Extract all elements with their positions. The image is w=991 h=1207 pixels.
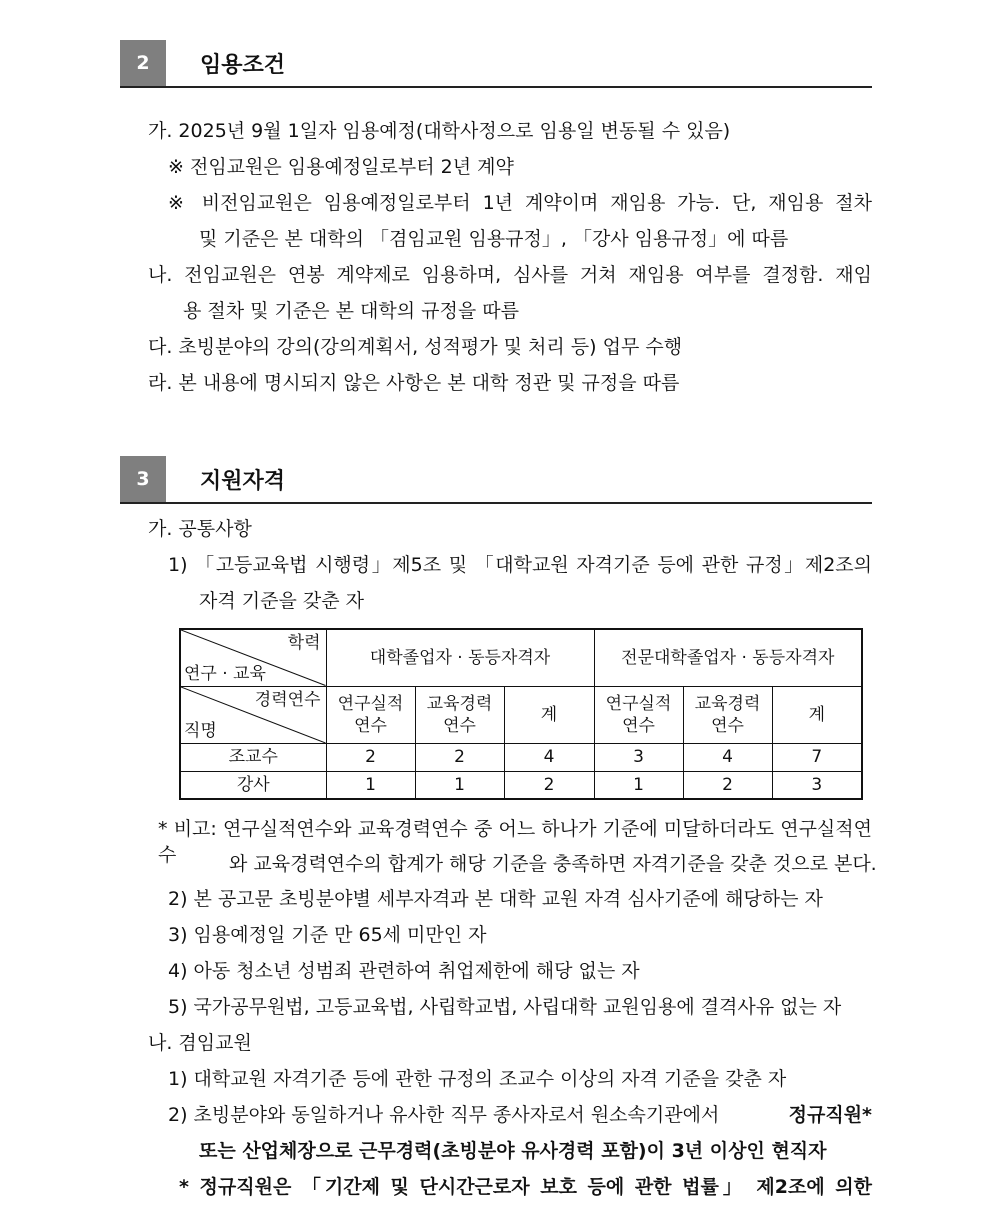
- s2-note-2-line1: ※ 비전임교원은 임용예정일로부터 1년 계약이며 재임용 가능. 단, 재임용 절차: [168, 192, 872, 214]
- s3-item3: 3) 임용예정일 기준 만 65세 미만인 자: [168, 924, 487, 946]
- table-subheader: 계: [504, 686, 594, 743]
- table-cell: 2: [504, 771, 594, 799]
- table-subheader: 계: [772, 686, 862, 743]
- section-header-3: [120, 456, 872, 504]
- s3-na-item2-line1: [168, 1102, 872, 1128]
- table-cell: 7: [772, 743, 862, 771]
- s3-item2: 2) 본 공고문 초빙분야별 세부자격과 본 대학 교원 자격 심사기준에 해당하는 자: [168, 888, 823, 910]
- section-number: 3: [120, 456, 166, 502]
- s2-item-da: 다. 초빙분야의 강의(강의계획서, 성적평가 및 처리 등) 업무 수행: [148, 336, 683, 358]
- table-subheader: 교육경력 연수: [415, 686, 504, 743]
- table-cell: 2: [683, 771, 772, 799]
- s3-item4: 4) 아동 청소년 성범죄 관련하여 취업제한에 해당 없는 자: [168, 960, 640, 982]
- s2-note-2-line2: 및 기준은 본 대학의 「겸임교원 임용규정」, 「강사 임용규정」에 따름: [199, 228, 789, 250]
- table-subheader: 교육경력 연수: [683, 686, 772, 743]
- row-title: 조교수: [180, 743, 326, 771]
- table-subheader: 연구실적 연수: [326, 686, 415, 743]
- s3-na-item2-bold: 정규직원*: [788, 1104, 872, 1126]
- table-group-header: 대학졸업자 · 동등자격자: [326, 629, 594, 686]
- section-header-2: [120, 40, 872, 88]
- s3-na-item2-text: 2) 초빙분야와 동일하거나 유사한 직무 종사자로서 원소속기관에서: [168, 1104, 720, 1126]
- s2-note-1: ※ 전임교원은 임용예정일로부터 2년 계약: [168, 156, 514, 178]
- table-cell: 1: [326, 771, 415, 799]
- row-title: 강사: [180, 771, 326, 799]
- table-row: [180, 743, 862, 771]
- s3-item1-line1: 1) 「고등교육법 시행령」제5조 및 「대학교원 자격기준 등에 관한 규정」제2조의: [168, 554, 872, 576]
- s2-item-na-line1: 나. 전임교원은 연봉 계약제로 임용하며, 심사를 거쳐 재임용 여부를 결정함. 재임: [148, 264, 872, 286]
- s3-na-item2-line2: 또는 산업체장으로 근무경력(초빙분야 유사경력 포함)이 3년 이상인 현직자: [199, 1140, 827, 1162]
- s3-na-item1: 1) 대학교원 자격기준 등에 관한 규정의 조교수 이상의 자격 기준을 갖춘 자: [168, 1068, 787, 1090]
- table-note-line2: 와 교육경력연수의 합계가 해당 기준을 충족하면 자격기준을 갖춘 것으로 본다.: [229, 853, 877, 875]
- table-group-header: 전문대학졸업자 · 동등자격자: [594, 629, 862, 686]
- s3-item-ga: 가. 공통사항: [148, 518, 252, 540]
- qualification-table: [179, 628, 863, 800]
- s3-item1-line2: 자격 기준을 갖춘 자: [199, 590, 364, 612]
- table-cell: 1: [594, 771, 683, 799]
- corner-label-years: 경력연수: [254, 689, 321, 710]
- table-subheader: 연구실적 연수: [594, 686, 683, 743]
- s2-item-ga: 가. 2025년 9월 1일자 임용예정(대학사정으로 임용일 변동될 수 있음): [148, 120, 731, 142]
- corner-label-education: 학력: [287, 633, 321, 653]
- section-title: 임용조건: [200, 53, 286, 78]
- s3-item5: 5) 국가공무원법, 고등교육법, 사립학교법, 사립대학 교원임용에 결격사유 없는 자: [168, 996, 842, 1018]
- table-cell: 3: [772, 771, 862, 799]
- table-cell: 3: [594, 743, 683, 771]
- table-cell: 1: [415, 771, 504, 799]
- table-cell: 2: [415, 743, 504, 771]
- table-corner-top: [180, 629, 326, 686]
- table-cell: 4: [683, 743, 772, 771]
- table-cell: 2: [326, 743, 415, 771]
- section-number: 2: [120, 40, 166, 86]
- table-row: [180, 771, 862, 799]
- table-cell: 4: [504, 743, 594, 771]
- corner-label-research-teaching: 연구 · 교육: [184, 663, 266, 684]
- table-corner-bottom: [180, 686, 326, 743]
- s3-footnote: * 정규직원은 「기간제 및 단시간근로자 보호 등에 관한 법률」 제2조에 의한: [179, 1176, 872, 1198]
- s3-item-na: 나. 겸임교원: [148, 1032, 252, 1054]
- s2-item-na-line2: 용 절차 및 기준은 본 대학의 규정을 따름: [183, 300, 519, 322]
- table-note-line1: * 비고: 연구실적연수와 교육경력연수 중 어느 하나가 기준에 미달하더라도 연구실적연수: [158, 818, 872, 866]
- corner-label-position: 직명: [184, 720, 217, 741]
- section-title: 지원자격: [200, 469, 286, 494]
- s2-item-ra: 라. 본 내용에 명시되지 않은 사항은 본 대학 정관 및 규정을 따름: [148, 372, 680, 394]
